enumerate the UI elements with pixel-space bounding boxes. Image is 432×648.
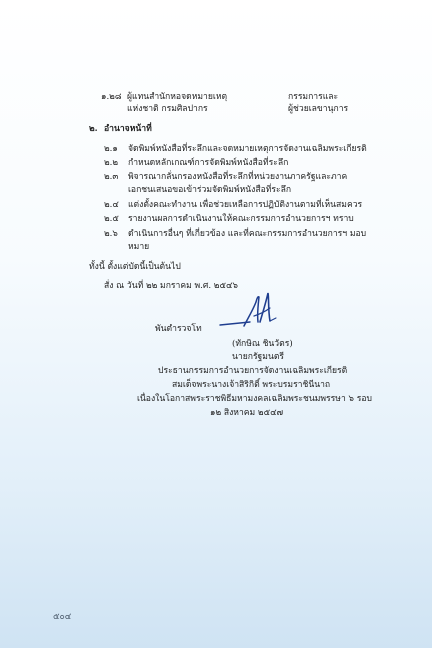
- member-item-number: ๑.๒๘: [101, 92, 122, 102]
- effective-statement: ทั้งนี้ ตั้งแต่บัดนี้เป็นต้นไป: [89, 262, 181, 272]
- member-role-line-1: กรรมการและ: [288, 92, 339, 102]
- duty-item-number: ๒.๒: [104, 158, 119, 168]
- page-number: ๕๐๔: [53, 612, 72, 622]
- duty-item-number: ๒.๑: [104, 144, 118, 154]
- duty-item-text: รายงานผลการดำเนินงานให้คณะกรรมการอำนวยการฯ ทราบ: [128, 214, 354, 224]
- duty-item-number: ๒.๖: [104, 229, 118, 239]
- duty-item-text: ดำเนินการอื่นๆ ที่เกี่ยวข้อง และที่คณะกรรมการอำนวยการฯ มอบ: [128, 229, 367, 239]
- signatory-name: (ทักษิณ ชินวัตร): [232, 339, 293, 349]
- duty-item-number: ๒.๕: [104, 214, 119, 224]
- duty-item-text: แต่งตั้งคณะทำงาน เพื่อช่วยเหลือการปฏิบัติงานตามที่เห็นสมควร: [128, 200, 363, 210]
- section-number: ๒.: [89, 124, 98, 134]
- signatory-position-line-1: ประธานกรรมการอำนวยการจัดงานเฉลิมพระเกียรติ: [158, 366, 348, 376]
- section-title: อำนาจหน้าที่: [104, 124, 152, 134]
- signatory-rank: พันตำรวจโท: [155, 324, 202, 334]
- signatory-title: นายกรัฐมนตรี: [232, 352, 285, 362]
- member-name-line-1: ผู้แทนสำนักหอจดหมายเหตุ: [127, 92, 228, 102]
- signatory-position-line-4: ๑๒ สิงหาคม ๒๕๔๗: [210, 408, 284, 418]
- duty-item-text: พิจารณากลั่นกรองหนังสือที่ระลึกที่หน่วยงานภาครัฐและภาค: [128, 172, 348, 182]
- order-date: สั่ง ณ วันที่ ๒๒ มกราคม พ.ศ. ๒๕๔๖: [104, 281, 238, 291]
- handwritten-signature: [216, 288, 278, 330]
- duty-item-text: จัดพิมพ์หนังสือที่ระลึกและจดหมายเหตุการจัดงานเฉลิมพระเกียรติ: [128, 144, 367, 154]
- signatory-position-line-2: สมเด็จพระนางเจ้าสิริกิติ์ พระบรมราชินีนาถ: [172, 380, 331, 390]
- duty-item-number: ๒.๓: [104, 172, 119, 182]
- duty-item-text-continued: เอกชนเสนอขอเข้าร่วมจัดพิมพ์หนังสือที่ระลึก: [128, 185, 292, 195]
- signatory-position-line-3: เนื่องในโอกาสพระราชพิธีมหามงคลเฉลิมพระชนมพรรษา ๖ รอบ: [137, 394, 372, 404]
- member-name-line-2: แห่งชาติ กรมศิลปากร: [127, 104, 208, 114]
- member-role-line-2: ผู้ช่วยเลขานุการ: [288, 104, 349, 114]
- duty-item-number: ๒.๔: [104, 200, 119, 210]
- duty-item-text: กำหนดหลักเกณฑ์การจัดพิมพ์หนังสือที่ระลึก: [128, 158, 289, 168]
- duty-item-text-continued: หมาย: [128, 242, 150, 252]
